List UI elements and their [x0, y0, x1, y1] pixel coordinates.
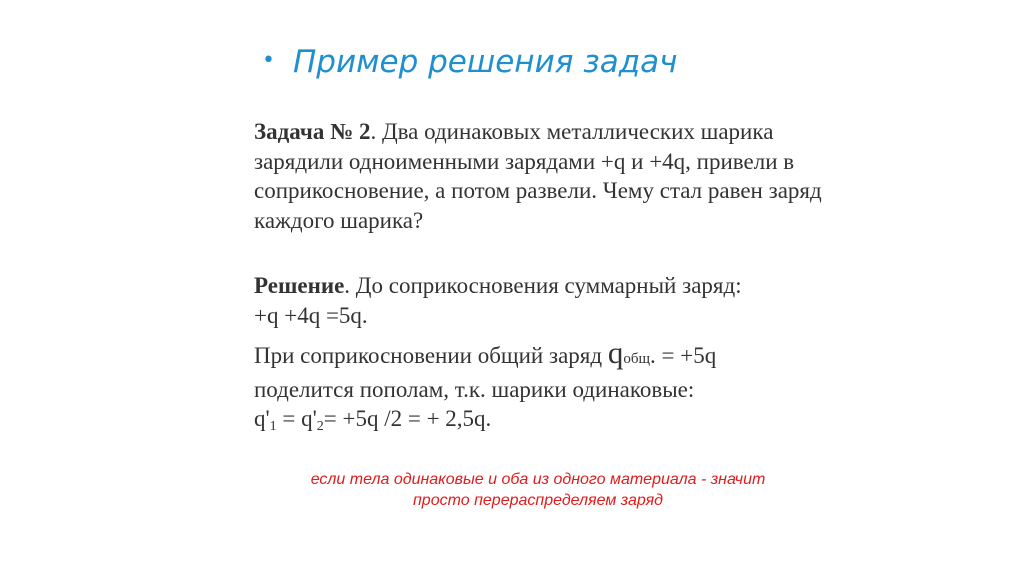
q-total-symbol: q	[607, 335, 624, 370]
q2-symbol: = q'	[276, 406, 317, 431]
solution-line-2: +q +4q =5q.	[254, 302, 368, 328]
note-line-2: просто перераспределяем заряд	[413, 492, 663, 509]
q2-subscript: 2	[316, 419, 324, 434]
q-total-subscript: общ	[623, 351, 650, 367]
solution-line-3-end: . = +5q	[650, 343, 717, 368]
red-note	[230, 469, 846, 511]
solution-block	[254, 271, 854, 442]
title-bullet: •	[262, 47, 275, 73]
problem-text: . Два одинаковых металлических шарика зарядили одноименными зарядами +q и +4q, привели в соприкосновение, а потом развели. Чему стал равен заряд каждого шарика?	[254, 119, 822, 233]
note-line-1: если тела одинаковые и оба из одного материала - значит	[310, 471, 766, 488]
solution-line-1-text: . До соприкосновения суммарный заряд:	[344, 273, 742, 298]
title-text: Пример решения задач	[292, 44, 678, 80]
solution-result: = +5q /2 = + 2,5q.	[323, 406, 492, 431]
slide-title	[262, 44, 677, 80]
problem-statement	[254, 117, 854, 235]
problem-label: Задача № 2	[254, 119, 371, 144]
solution-line-5	[254, 404, 854, 442]
solution-line-4: поделится пополам, т.к. шарики одинаковые:	[254, 376, 695, 402]
solution-line-3	[254, 335, 854, 375]
solution-line-3-start: При соприкосновении общий заряд	[254, 343, 608, 368]
q1-symbol: q'	[254, 406, 270, 431]
solution-label: Решение	[254, 273, 345, 298]
q1-subscript: 1	[269, 419, 277, 434]
solution-line-1	[254, 271, 854, 301]
